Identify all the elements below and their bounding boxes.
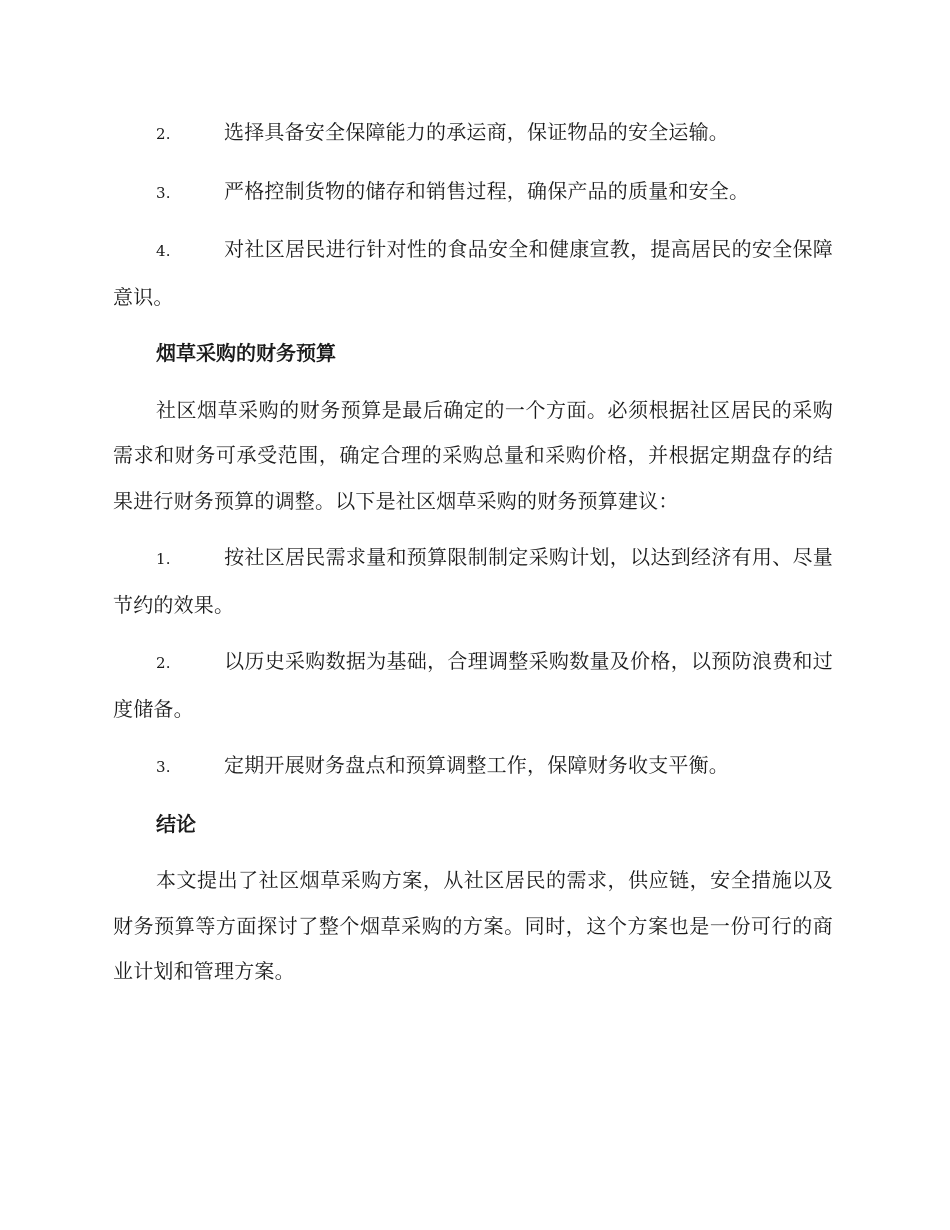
document-page (113, 110, 833, 1006)
list-item (113, 169, 833, 217)
list-item-number: 2. (156, 654, 171, 672)
section-heading-budget: 烟草采购的财务预算 (156, 341, 336, 365)
list-item-text: 选择具备安全保障能力的承运商，保证物品的安全运输。 (224, 120, 729, 144)
section-heading-conclusion: 结论 (156, 811, 196, 836)
list-item (113, 743, 833, 791)
list-item (113, 639, 833, 732)
list-item (113, 535, 833, 628)
list-item-text: 严格控制货物的储存和销售过程，确保产品的质量和安全。 (224, 178, 750, 203)
list-item-number: 1. (156, 550, 171, 568)
list-item-number: 2. (156, 125, 171, 143)
list-item-number: 4. (156, 242, 171, 260)
list-item-text: 定期开展财务盘点和预算调整工作，保障财务收支平衡。 (224, 753, 729, 777)
list-item-number: 3. (156, 183, 171, 202)
list-item (113, 110, 833, 158)
list-item-text: 以历史采购数据为基础，合理调整采购数量及价格，以预防浪费和过度储备。 (113, 649, 833, 721)
list-item-text: 对社区居民进行针对性的食品安全和健康宣教，提高居民的安全保障意识。 (113, 237, 833, 309)
list-item-text: 按社区居民需求量和预算限制制定采购计划，以达到经济有用、尽量节约的效果。 (113, 545, 833, 617)
list-item-number: 3. (156, 758, 171, 776)
body-paragraph-budget: 社区烟草采购的财务预算是最后确定的一个方面。必须根据社区居民的采购需求和财务可承受范围，确定合理的采购总量和采购价格，并根据定期盘存的结果进行财务预算的调整。以下是社区烟草采购的财务预算建议： (113, 397, 833, 513)
body-paragraph-conclusion: 本文提出了社区烟草采购方案，从社区居民的需求，供应链，安全措施以及财务预算等方面探讨了整个烟草采购的方案。同时，这个方案也是一份可行的商业计划和管理方案。 (113, 868, 833, 983)
list-item (113, 227, 833, 320)
